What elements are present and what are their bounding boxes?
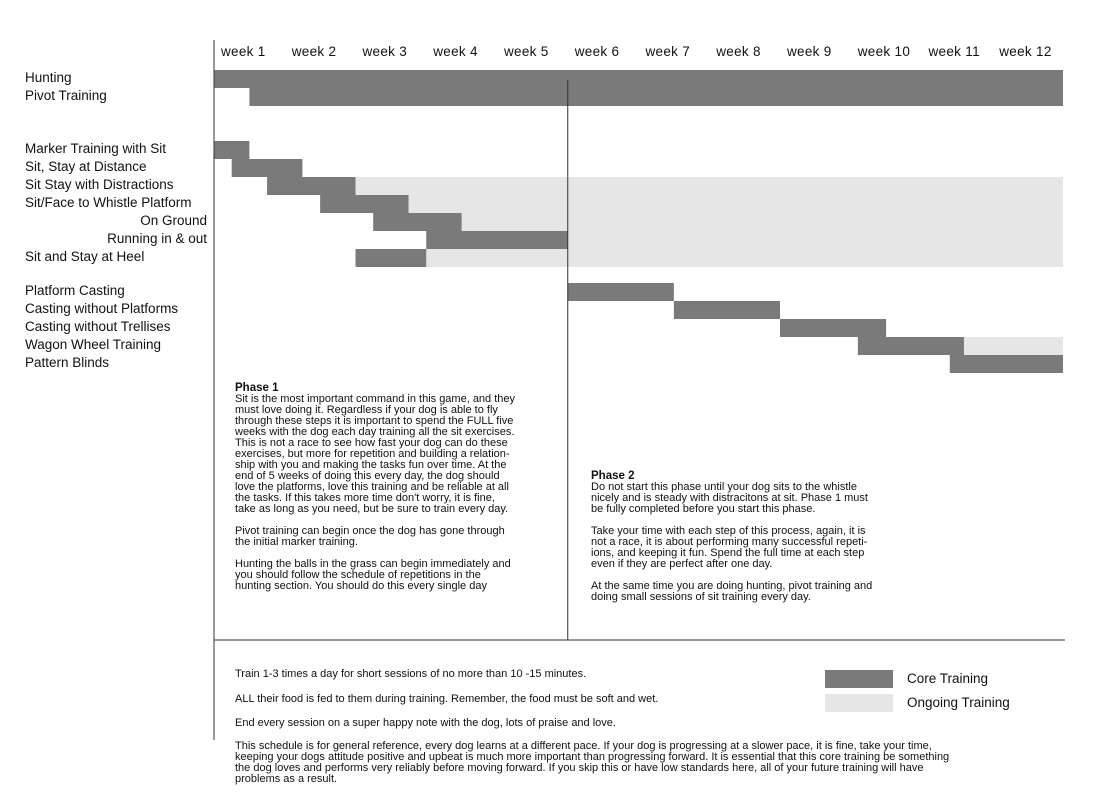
legend-label-ongoing: Ongoing Training bbox=[907, 695, 1010, 710]
core-bar bbox=[426, 231, 568, 249]
legend-swatch-ongoing bbox=[825, 694, 893, 712]
task-label: Pivot Training bbox=[25, 88, 107, 103]
phase-2-paragraph: Take your time with each step of this process, again, it is not a race, it is about performing many successful repeti- ions, and keeping it fun. Spend the full time at each step even if they are perfect after one day. bbox=[591, 525, 868, 570]
ongoing-bar bbox=[409, 195, 1063, 213]
core-bar bbox=[320, 195, 408, 213]
core-bar bbox=[214, 141, 249, 159]
week-header: week 11 bbox=[928, 44, 980, 59]
task-label: Platform Casting bbox=[25, 283, 125, 298]
phase-1-title: Phase 1 bbox=[235, 382, 279, 394]
ongoing-bar bbox=[426, 249, 1063, 267]
task-label: Pattern Blinds bbox=[25, 355, 110, 370]
core-bar bbox=[568, 283, 674, 301]
ongoing-bar bbox=[462, 213, 1063, 231]
note-general-reference: This schedule is for general reference, every dog learns at a different pace. If your dog is progressing at a slower pace, it is fine, take your time, keeping your dogs attitude positive and upbeat is much more important than progressing forward. It is essential that this core training be something the dog loves and performs very reliably before moving forward. If you skip this or have low standards here, all of your future training will have problems as a result. bbox=[235, 740, 950, 785]
week-header: week 5 bbox=[504, 44, 549, 59]
core-bar bbox=[858, 337, 964, 355]
core-bar bbox=[249, 88, 1063, 106]
week-header: week 7 bbox=[645, 44, 691, 59]
core-bar bbox=[674, 301, 780, 319]
week-header: week 1 bbox=[221, 44, 266, 59]
phase-2-notes bbox=[591, 471, 931, 614]
ongoing-bar bbox=[356, 177, 1064, 195]
phase-1-notes bbox=[235, 383, 565, 603]
legend-label-core: Core Training bbox=[907, 671, 989, 686]
task-label: Running in & out bbox=[107, 231, 207, 246]
task-label: Casting without Trellises bbox=[25, 319, 171, 334]
note-food: ALL their food is fed to them during training. Remember, the food must be soft and wet. bbox=[235, 693, 659, 705]
core-bar bbox=[780, 319, 886, 337]
week-header: week 10 bbox=[857, 44, 911, 59]
task-label: On Ground bbox=[140, 213, 207, 228]
core-bar bbox=[232, 159, 303, 177]
phase-1-paragraph: Pivot training can begin once the dog has gone through the initial marker training. bbox=[235, 525, 505, 548]
task-label: Wagon Wheel Training bbox=[25, 337, 162, 352]
week-header: week 12 bbox=[999, 44, 1052, 59]
ongoing-bar bbox=[568, 231, 1063, 249]
week-header: week 6 bbox=[574, 44, 620, 59]
core-bar bbox=[373, 213, 461, 231]
task-label: Sit and Stay at Heel bbox=[25, 249, 145, 264]
ongoing-bar bbox=[964, 337, 1063, 355]
phase-1-paragraph: Hunting the balls in the grass can begin immediately and you should follow the schedule of repetitions in the hunting section. You should do this every single day bbox=[235, 558, 511, 592]
week-header: week 9 bbox=[787, 44, 832, 59]
phase-2-paragraph: At the same time you are doing hunting, pivot training and doing small sessions of sit training every day. bbox=[591, 580, 873, 603]
week-header: week 3 bbox=[362, 44, 408, 59]
core-bar bbox=[214, 70, 1063, 88]
task-label: Casting without Platforms bbox=[25, 301, 179, 316]
week-header: week 4 bbox=[433, 44, 478, 59]
task-label: Hunting bbox=[25, 70, 72, 85]
week-header: week 2 bbox=[291, 44, 337, 59]
phase-1-paragraph: Sit is the most important command in this game, and they must love doing it. Regardless if your dog is able to fly through these steps it is important to spend the FULL five weeks with the dog each day training all the sit exercises. This is not a race to see how fast your dog can do these exercises, but more for repetition and building a relation- ship with you and making the tasks fun over time. At the end of 5 weeks of doing this every day, the dog should love the platforms, love this training and be reliable at all the tasks. If this takes more time don't worry, it is fine, take as long as you need, but be sure to train every day. bbox=[235, 393, 516, 515]
core-bar bbox=[950, 355, 1063, 373]
core-bar bbox=[267, 177, 355, 195]
note-end-session: End every session on a super happy note with the dog, lots of praise and love. bbox=[235, 717, 616, 729]
note-sessions: Train 1-3 times a day for short sessions of no more than 10 -15 minutes. bbox=[235, 668, 587, 680]
task-label: Sit Stay with Distractions bbox=[25, 177, 174, 192]
phase-2-paragraph: Do not start this phase until your dog sits to the whistle nicely and is steady with distracitons at sit. Phase 1 must be fully completed before you start this phase. bbox=[591, 481, 868, 515]
core-bar bbox=[356, 249, 427, 267]
task-label: Sit/Face to Whistle Platform bbox=[25, 195, 192, 210]
task-label: Marker Training with Sit bbox=[25, 141, 167, 156]
week-header: week 8 bbox=[716, 44, 761, 59]
legend-swatch-core bbox=[825, 670, 893, 688]
phase-2-title: Phase 2 bbox=[591, 470, 635, 482]
task-label: Sit, Stay at Distance bbox=[25, 159, 147, 174]
